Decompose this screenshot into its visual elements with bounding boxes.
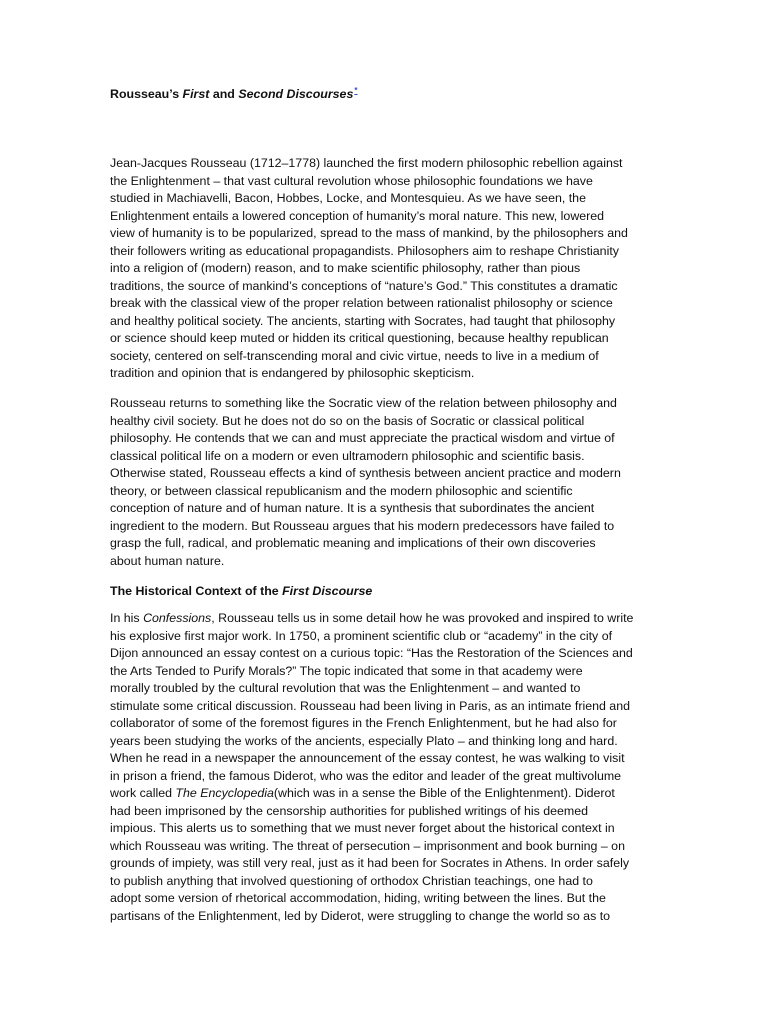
line-suffix: , Rousseau tells us in some detail how he was provoked and inspired to write [211,611,634,625]
paragraph-line: about human nature. [110,553,225,568]
paragraph-line: impious. This alerts us to something that we must never forget about the historical context in [110,821,615,835]
paragraph-3 [110,610,658,925]
paragraph-line: grounds of impiety, was still very real, just as it had been for Socrates in Athens. In order safely [110,856,630,870]
footnote-link[interactable]: * [354,86,358,95]
title-second: Second Discourses [238,87,354,102]
paragraph-line: healthy civil society. But he does not do so on the basis of Socratic or classical political [110,413,585,428]
paragraph-line: Jean-Jacques Rousseau (1712–1778) launched the first modern philosophic rebellion against [110,156,623,170]
paragraph-line: Otherwise stated, Rousseau effects a kind of synthesis between ancient practice and modern [110,466,621,480]
paragraph-line: view of humanity is to be popularized, spread to the mass of mankind, by the philosophers and [110,226,628,240]
paragraph-line: Rousseau returns to something like the Socratic view of the relation between philosophy and [110,396,617,410]
line-suffix: (which was in a sense the Bible of the Enlightenment). Diderot [273,786,615,800]
paragraph-1 [110,155,658,383]
paragraph-line [110,610,658,628]
title-prefix: Rousseau’s [110,87,183,102]
paragraph-line: classical political life on a modern or even ultramodern philosophic and scientific basis. [110,448,585,463]
document-page [110,82,658,923]
paragraph-line: and healthy political society. The ancients, starting with Socrates, had taught that philosophy [110,313,616,328]
paragraph-line: Enlightenment entails a lowered conception of humanity’s moral nature. This new, lowered [110,208,605,223]
paragraph-line: traditions, the source of mankind’s conceptions of “nature’s God.” This constitutes a dramatic [110,278,618,293]
paragraph-line: morally troubled by the cultural revolution that was the Enlightenment – and wanted to [110,681,581,695]
paragraph-line: adopt some version of rhetorical accommodation, hiding, writing between the lines. But the [110,891,606,905]
paragraph-line: studied in Machiavelli, Bacon, Hobbes, Locke, and Montesquieu. As we have seen, the [110,191,586,205]
section-heading-prefix: The Historical Context of the [110,584,283,598]
paragraph-line: theory, or between classical republicanism and the modern philosophic and scientific [110,483,573,498]
paragraph-line: ingredient to the modern. But Rousseau argues that his modern predecessors have failed to [110,518,615,533]
paragraph-line: When he read in a newspaper the announcement of the essay contest, he was walking to visit [110,751,625,765]
confessions-title: Confessions [143,611,212,625]
title-first: First [182,87,210,102]
paragraph-line: into a religion of (modern) reason, and to make scientific philosophy, rather than pious [110,261,581,275]
line-prefix: work called [110,786,176,800]
paragraph-line: which Rousseau was writing. The threat of persecution – imprisonment and book burning – on [110,838,625,853]
document-title [110,82,658,103]
title-and: and [209,87,239,102]
paragraph-line: the Arts Tended to Purify Morals?” The topic indicated that some in that academy were [110,663,583,678]
paragraph-2 [110,395,658,570]
paragraph-line: to publish anything that involved questioning of orthodox Christian teachings, one had to [110,873,593,888]
paragraph-line: break with the classical view of the proper relation between rationalist philosophy or science [110,296,613,310]
encyclopedia-title: The Encyclopedia [175,786,274,800]
line-prefix: In his [110,611,144,625]
section-heading-italic: First Discourse [282,584,373,598]
paragraph-line: in prison a friend, the famous Diderot, who was the editor and leader of the great multivolume [110,768,622,783]
paragraph-line [110,785,658,803]
paragraph-line: the Enlightenment – that vast cultural revolution whose philosophic foundations we have [110,173,593,188]
paragraph-line: Dijon announced an essay contest on a curious topic: “Has the Restoration of the Sciences and [110,646,633,660]
paragraph-line: collaborator of some of the foremost figures in the French Enlightenment, but he had also for [110,716,617,730]
paragraph-line: years been studying the works of the ancients, especially Plato – and thinking long and hard. [110,733,618,748]
paragraph-line: had been imprisoned by the censorship authorities for published writings of his deemed [110,803,589,818]
paragraph-line: tradition and opinion that is endangered by philosophic skepticism. [110,366,475,380]
paragraph-line: philosophy. He contends that we can and must appreciate the practical wisdom and virtue of [110,431,615,445]
paragraph-line: or science should keep muted or hidden its critical questioning, because healthy republican [110,331,609,345]
paragraph-line: grasp the full, radical, and problematic meaning and implications of their own discoveries [110,536,596,550]
paragraph-line: partisans of the Enlightenment, led by Diderot, were struggling to change the world so as to [110,908,611,923]
paragraph-line: stimulate some critical discussion. Rousseau had been living in Paris, as an intimate friend and [110,698,630,713]
paragraph-line: conception of nature and of human nature. It is a synthesis that subordinates the ancient [110,501,595,515]
paragraph-line: their followers writing as educational propagandists. Philosophers aim to reshape Christianity [110,243,619,258]
paragraph-line: society, centered on self-transcending moral and civic virtue, needs to live in a medium of [110,348,599,363]
paragraph-line: his explosive first major work. In 1750, a prominent scientific club or “academy” in the city of [110,628,613,643]
section-heading [110,582,658,600]
